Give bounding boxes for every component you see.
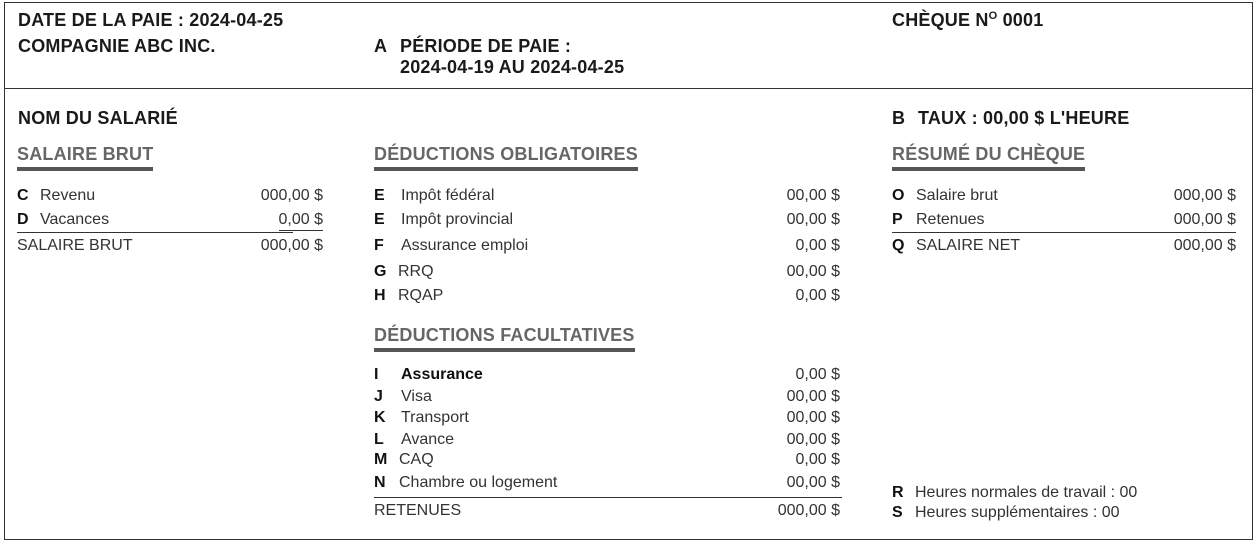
line-item [374,262,840,282]
line-item [374,473,840,493]
line-amount: 00,00 $ [786,187,840,204]
line-code: S [892,504,903,521]
line-amount: 0,00 $ [795,366,840,383]
line-label: Assurance emploi [401,237,529,254]
pay-period-label: PÉRIODE DE PAIE : [400,36,572,56]
optional-deductions-title: DÉDUCTIONS FACULTATIVES [374,325,635,352]
line-label: Impôt fédéral [401,187,495,204]
line-code: P [892,211,903,228]
deductions-total-amount: 000,00 $ [777,502,840,519]
line-code: O [892,187,905,204]
line-code: H [374,287,386,304]
net-total-rule [892,232,1236,233]
pay-period-code: A [374,36,388,56]
line-item [374,408,840,428]
line-item [374,186,840,206]
line-amount: 00,00 $ [786,388,840,405]
gross-total-label: SALAIRE BRUT [17,237,133,254]
line-label: Salaire brut [916,187,998,204]
line-amount: 00,00 $ [786,263,840,280]
line-amount: 0,00 $ [795,237,840,254]
line-amount: 000,00 $ [1173,211,1236,228]
line-label: Impôt provincial [401,211,514,228]
cheque-num: 0001 [1002,10,1044,30]
cheque-number [892,10,1043,31]
company-name: COMPAGNIE ABC INC. [18,36,216,56]
line-item [374,210,840,230]
line-code: G [374,263,387,280]
line-amount: 0,00 $ [795,451,840,468]
deductions-total-row [374,501,840,521]
gross-total-amount: 000,00 $ [260,237,323,254]
rate-code: B [892,108,906,128]
rate-label: TAUX : 00,00 $ L'HEURE [918,108,1130,128]
line-item [892,186,1236,206]
line-amount: 000,00 $ [1173,187,1236,204]
line-code: R [892,484,904,501]
employee-name-label: NOM DU SALARIÉ [18,108,178,128]
line-label: Visa [401,388,432,405]
line-item [17,186,323,206]
line-code: J [374,388,383,405]
line-item [374,430,840,450]
line-item [374,236,840,256]
line-amount: 00,00 $ [786,211,840,228]
gross-total-rule [17,232,293,233]
line-code: M [374,451,388,468]
line-code: N [374,474,386,491]
line-label: CAQ [399,451,434,468]
line-code: E [374,187,385,204]
line-label: Chambre ou logement [399,474,558,491]
cheque-label: CHÈQUE N [892,10,989,30]
cheque-summary-title: RÉSUMÉ DU CHÈQUE [892,144,1085,171]
line-code: C [17,187,29,204]
line-item [374,450,840,470]
line-item [374,387,840,407]
line-amount: 00,00 $ [786,409,840,426]
line-item [17,210,323,230]
hours-normal [892,483,1137,503]
line-amount: 00,00 $ [786,474,840,491]
line-label: SALAIRE NET [916,237,1021,254]
line-amount: 000,00 $ [260,187,323,204]
deductions-total-label: RETENUES [374,502,462,519]
line-code: F [374,237,384,254]
line-label: Assurance [401,366,483,383]
header-divider [4,88,1253,89]
line-label: Heures supplémentaires : 00 [915,504,1120,521]
gross-total-row [17,236,323,256]
line-code: K [374,409,386,426]
cheque-sup: O [988,10,998,22]
line-amount: 000,00 $ [1173,237,1236,254]
line-label: Transport [401,409,469,426]
line-item [892,210,1236,230]
line-label: Retenues [916,211,985,228]
line-item [374,286,840,306]
line-amount: 00,00 $ [786,431,840,448]
line-code: Q [892,237,905,254]
line-code: D [17,211,29,228]
line-code: L [374,431,384,448]
line-label: Revenu [40,187,96,204]
line-amount: 0,00 $ [795,287,840,304]
line-label: RRQ [398,263,434,280]
line-label: Heures normales de travail : 00 [915,484,1138,501]
line-code: E [374,211,385,228]
line-item [374,365,840,385]
line-label: RQAP [398,287,444,304]
pay-date: DATE DE LA PAIE : 2024-04-25 [18,10,284,30]
hours-overtime [892,503,1120,523]
line-item [892,236,1236,256]
deductions-total-rule [374,497,842,498]
mandatory-deductions-title: DÉDUCTIONS OBLIGATOIRES [374,144,638,171]
gross-salary-title: SALAIRE BRUT [17,144,153,171]
line-code: I [374,366,379,383]
line-amount: 0,00 $ [279,210,323,231]
line-label: Avance [401,431,455,448]
pay-period-dates: 2024-04-19 AU 2024-04-25 [400,57,625,77]
line-label: Vacances [40,211,110,228]
